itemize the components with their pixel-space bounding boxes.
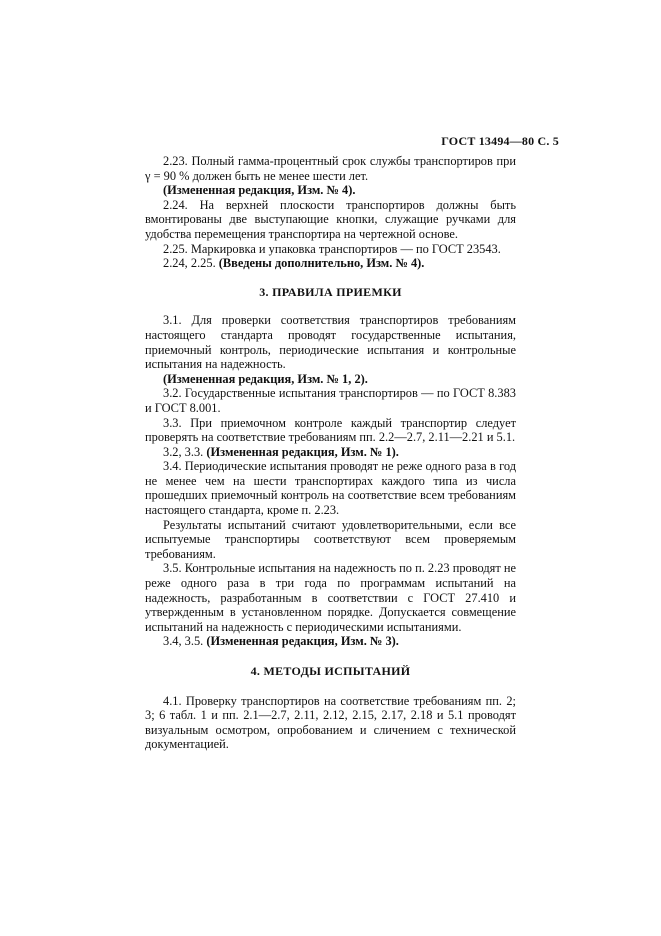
paragraph-3-4-results: Результаты испытаний считают удовлетворительными, если все испытуемые транспортиры соответствуют всем проверяемым требованиям. xyxy=(145,517,516,561)
amendment-refs: 2.24, 2.25. xyxy=(163,256,216,271)
paragraph-2-23: 2.23. Полный гамма-процентный срок службы транспортиров при γ = 90 % должен быть не менее шести лет. xyxy=(145,154,516,183)
paragraph-3-1: 3.1. Для проверки соответствия транспортиров требованиям настоящего стандарта проводят государственные испытания, приемочный контроль, периодические испытания и контрольные испытания на надежность. xyxy=(145,313,516,372)
paragraph-3-5: 3.5. Контрольные испытания на надежность по п. 2.23 проводят не реже одного раза в три года по программам испытаний на надежность, разработанным в соответствии с ГОСТ 27.410 и утвержденным в установленном порядке. Допускается совмещение испытаний на надежность с периодическими испытаниями. xyxy=(145,561,516,634)
amendment-text: (Измененная редакция, Изм. № 1). xyxy=(206,444,399,459)
amendment-refs: 3.4, 3.5. xyxy=(163,634,204,649)
paragraph-4-1: 4.1. Проверку транспортиров на соответствие требованиям пп. 2; 3; 6 табл. 1 и пп. 2.1—2.7, 2.11, 2.12, 2.15, 2.17, 2.18 и 5.1 проводят визуальным осмотром, опробованием и сличением с технической документацией. xyxy=(145,693,516,752)
amendment-text: (Измененная редакция, Изм. № 3). xyxy=(206,634,399,649)
paragraph-3-2: 3.2. Государственные испытания транспортиров — по ГОСТ 8.383 и ГОСТ 8.001. xyxy=(145,386,516,415)
amendment-note: (Измененная редакция, Изм. № 1, 2). xyxy=(163,371,368,386)
amendment-text: (Введены дополнительно, Изм. № 4). xyxy=(218,256,425,271)
amendment-refs: 3.2, 3.3. xyxy=(163,444,204,459)
page-header: ГОСТ 13494—80 С. 5 xyxy=(441,134,559,148)
amendment-note xyxy=(145,445,516,460)
amendment-note xyxy=(145,256,516,271)
amendment-note: (Измененная редакция, Изм. № 4). xyxy=(163,183,356,198)
paragraph-3-3: 3.3. При приемочном контроле каждый транспортир следует проверять на соответствие требованиям пп. 2.2—2.7, 2.11—2.21 и 5.1. xyxy=(145,415,516,445)
amendment-note xyxy=(145,634,516,649)
section-title-3: 3. ПРАВИЛА ПРИЕМКИ xyxy=(259,284,402,299)
paragraph-3-4: 3.4. Периодические испытания проводят не реже одного раза в год не менее чем на шести транспортирах каждого типа из числа прошедших приемочный контроль на соответствие всем требованиям настоящего стандарта, кроме п. 2.23. xyxy=(145,459,516,518)
section-title-4: 4. МЕТОДЫ ИСПЫТАНИЙ xyxy=(250,664,411,678)
paragraph-2-25: 2.25. Маркировка и упаковка транспортиров — по ГОСТ 23543. xyxy=(163,241,501,256)
document-body xyxy=(145,154,516,752)
paragraph-2-24: 2.24. На верхней плоскости транспортиров должны быть вмонтированы две выступающие кнопки, служащие ручками для удобства перемещения транспортира на чертежной основе. xyxy=(145,197,516,241)
